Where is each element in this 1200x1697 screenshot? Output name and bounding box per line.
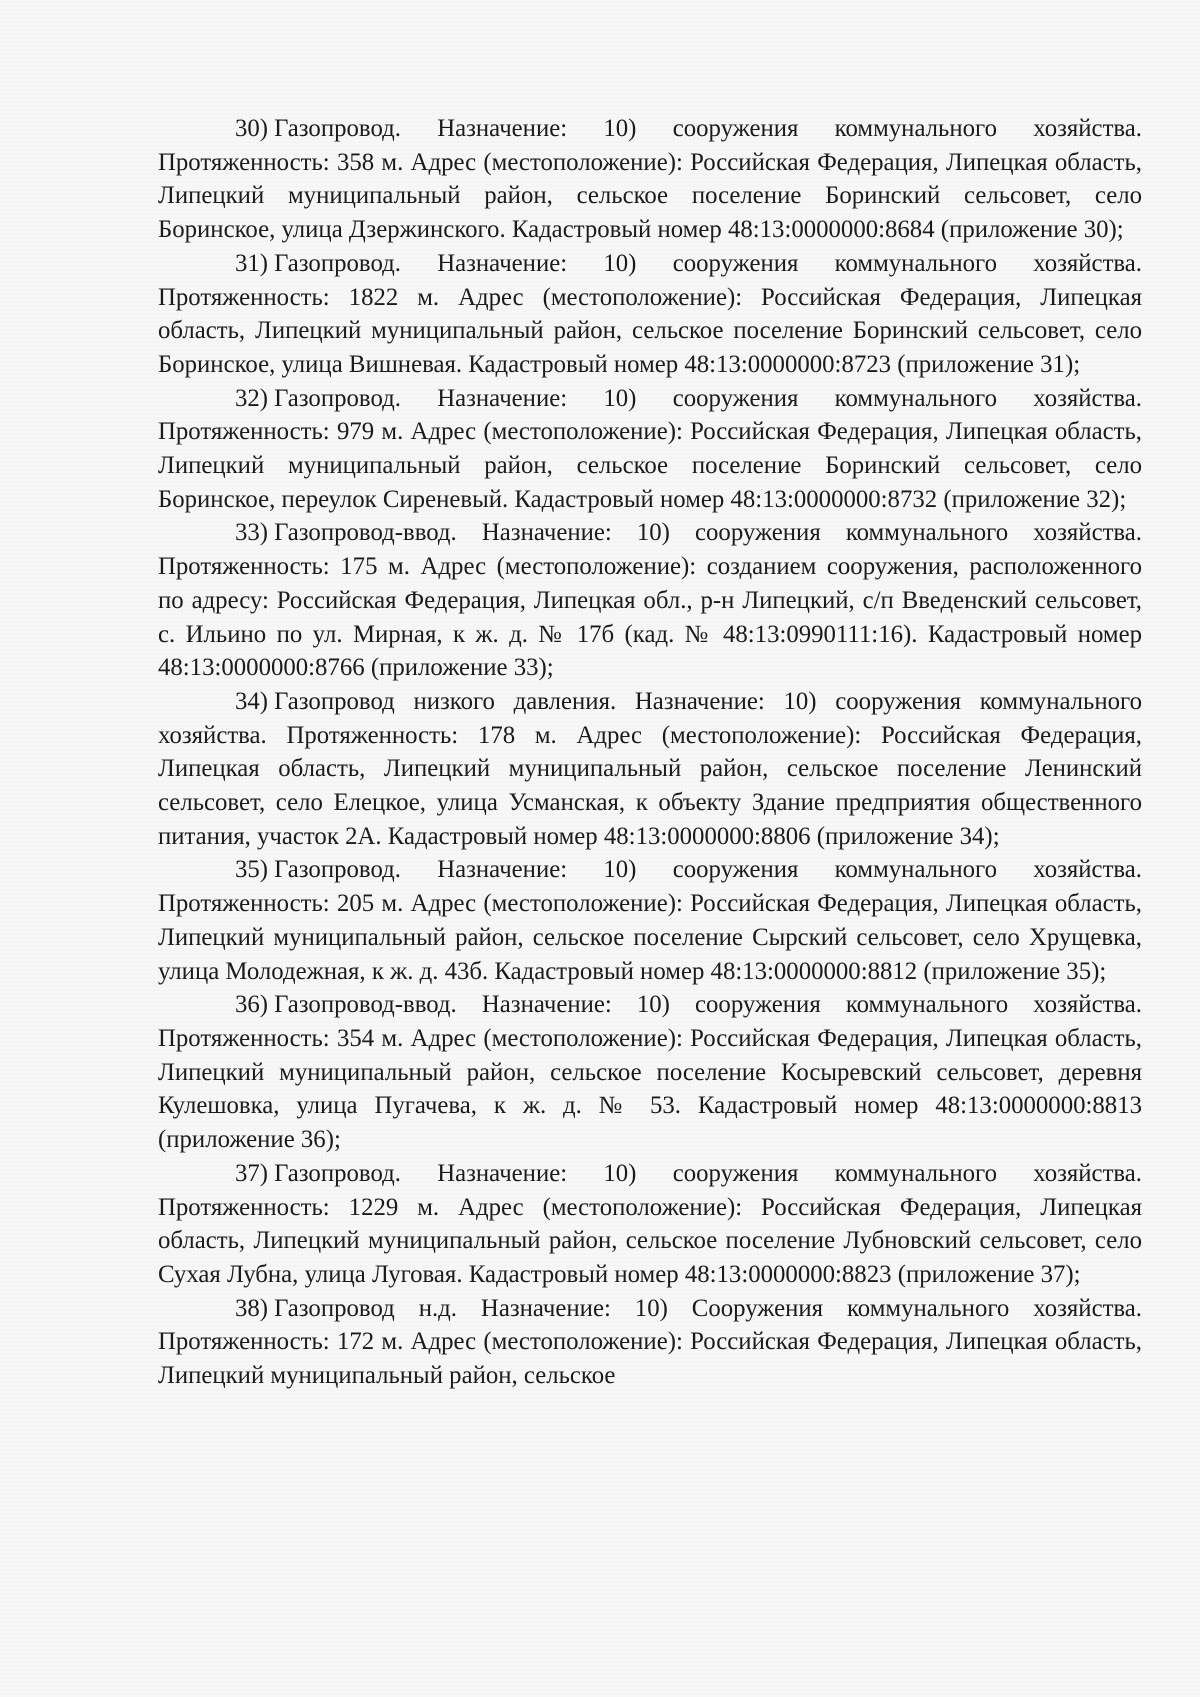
item-number: 33): [235, 519, 269, 547]
item-number: 34): [235, 687, 269, 715]
item-number: 35): [235, 856, 269, 884]
item-number: 31): [235, 249, 269, 277]
item-number: 30): [235, 115, 269, 142]
item-number: 37): [235, 1159, 269, 1187]
item-number: 38): [235, 1294, 269, 1322]
item-number: 32): [235, 384, 269, 412]
list-item-35: [158, 853, 1142, 988]
list-item-34: [158, 685, 1142, 854]
item-text: Газопровод-ввод. Назначение: 10) сооружения коммунального хозяйства. Протяженность: 354 м. Адрес (местоположение): Российская Федерация, Липецкая область, Липецкий муниципальный район, сельское поселение Косыревский сельсовет, деревня Кулешовка, улица Пугачева, к ж. д. № 53. Кадастровый номер 48:13:0000000:8813 (приложение 36);: [158, 991, 1142, 1154]
item-text: Газопровод н.д. Назначение: 10) Сооружения коммунального хозяйства. Протяженность: 172 м. Адрес (местоположение): Российская Федерация, Липецкая область, Липецкий муниципальный район, сельское: [158, 1294, 1142, 1390]
list-item-36: [158, 988, 1142, 1157]
item-text: Газопровод низкого давления. Назначение: 10) сооружения коммунального хозяйства. Протяженность: 178 м. Адрес (местоположение): Российская Федерация, Липецкая область, Липецкий муниципальный район, сельское поселение Ленинский сельсовет, село Елецкое, улица Усманская, к объекту Здание предприятия общественного питания, участок 2А. Кадастровый номер 48:13:0000000:8806 (приложение 34);: [158, 687, 1142, 850]
item-text: Газопровод. Назначение: 10) сооружения коммунального хозяйства. Протяженность: 979 м. Адрес (местоположение): Российская Федерация, Липецкая область, Липецкий муниципальный район, сельское поселение Боринский сельсовет, село Боринское, переулок Сиреневый. Кадастровый номер 48:13:0000000:8732 (приложение 32);: [158, 384, 1142, 513]
document-body: [158, 112, 1142, 1393]
list-item-38: [158, 1292, 1142, 1393]
item-text: Газопровод-ввод. Назначение: 10) сооружения коммунального хозяйства. Протяженность: 175 м. Адрес (местоположение): созданием сооружения, расположенного по адресу: Российская Федерация, Липецкая обл., р-н Липецкий, с/п Введенский сельсовет, с. Ильино по ул. Мирная, к ж. д. № 17б (кад. № 48:13:0990111:16). Кадастровый номер 48:13:0000000:8766 (приложение 33);: [158, 519, 1142, 682]
item-text: Газопровод. Назначение: 10) сооружения коммунального хозяйства. Протяженность: 1229 м. Адрес (местоположение): Российская Федерация, Липецкая область, Липецкий муниципальный район, сельское поселение Лубновский сельсовет, село Сухая Лубна, улица Луговая. Кадастровый номер 48:13:0000000:8823 (приложение 37);: [158, 1159, 1142, 1288]
list-item-31: [158, 247, 1142, 382]
list-item-32: [158, 382, 1142, 517]
list-item-33: [158, 516, 1142, 685]
list-item-30: [158, 112, 1142, 247]
item-number: 36): [235, 991, 269, 1019]
item-text: Газопровод. Назначение: 10) сооружения коммунального хозяйства. Протяженность: 358 м. Адрес (местоположение): Российская Федерация, Липецкая область, Липецкий муниципальный район, сельское поселение Боринский сельсовет, село Боринское, улица Дзержинского. Кадастровый номер 48:13:0000000:8684 (приложение 30);: [158, 115, 1142, 244]
list-item-37: [158, 1157, 1142, 1292]
item-text: Газопровод. Назначение: 10) сооружения коммунального хозяйства. Протяженность: 1822 м. Адрес (местоположение): Российская Федерация, Липецкая область, Липецкий муниципальный район, сельское поселение Боринский сельсовет, село Боринское, улица Вишневая. Кадастровый номер 48:13:0000000:8723 (приложение 31);: [158, 249, 1142, 378]
item-text: Газопровод. Назначение: 10) сооружения коммунального хозяйства. Протяженность: 205 м. Адрес (местоположение): Российская Федерация, Липецкая область, Липецкий муниципальный район, сельское поселение Сырский сельсовет, село Хрущевка, улица Молодежная, к ж. д. 43б. Кадастровый номер 48:13:0000000:8812 (приложение 35);: [158, 856, 1142, 985]
